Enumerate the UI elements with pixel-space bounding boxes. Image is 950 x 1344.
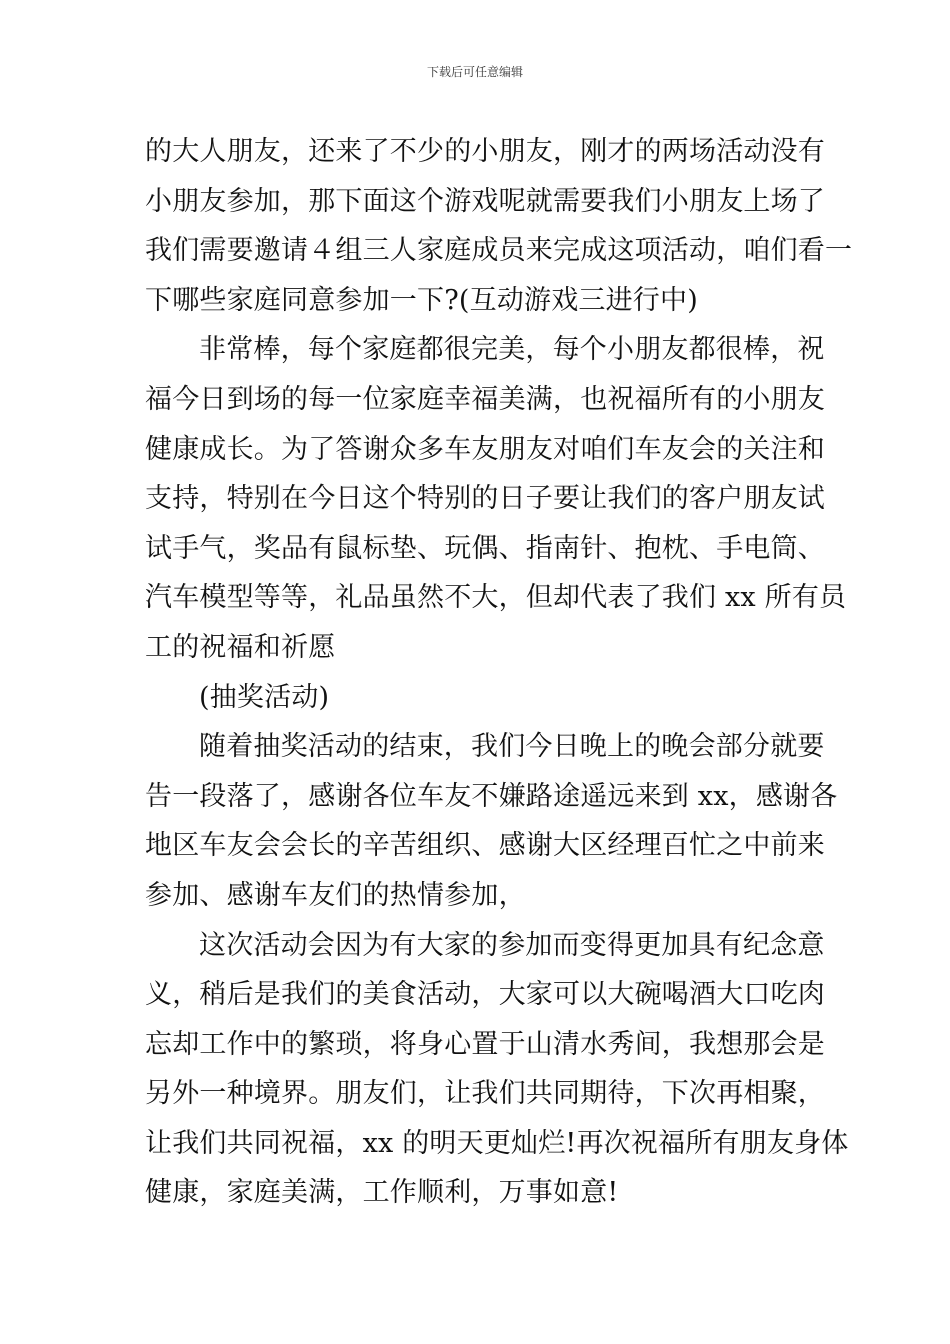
text-line: 汽车模型等等，礼品虽然不大，但却代表了我们 xx 所有员: [145, 582, 847, 614]
text-line: 试手气，奖品有鼠标垫、玩偶、指南针、抱枕、手电筒、: [145, 532, 825, 564]
paragraph-first-line: 随着抽奖活动的结束，我们今日晚上的晚会部分就要: [199, 731, 825, 763]
text-line: 健康，家庭美满，工作顺利，万事如意!: [145, 1177, 619, 1209]
text-line: 我们需要邀请４组三人家庭成员来完成这项活动，咱们看一: [145, 235, 853, 267]
text-line: 地区车友会会长的辛苦组织、感谢大区经理百忙之中前来: [145, 830, 825, 862]
page-header: 下载后可任意编辑: [426, 65, 523, 79]
paragraph-first-line: 非常棒，每个家庭都很完美，每个小朋友都很棒，祝: [199, 334, 825, 366]
paragraph-first-line: 这次活动会因为有大家的参加而变得更加具有纪念意: [199, 929, 825, 961]
text-line: 让我们共同祝福，xx 的明天更灿烂!再次祝福所有朋友身体: [145, 1127, 849, 1159]
body-text: [145, 127, 853, 1218]
text-line: 的大人朋友，还来了不少的小朋友，刚才的两场活动没有: [145, 136, 825, 167]
text-line: 参加、感谢车友们的热情参加，: [145, 879, 526, 911]
section-note: (抽奖活动): [199, 681, 330, 713]
text-line: 忘却工作中的繁琐，将身心置于山清水秀间，我想那会是: [145, 1028, 825, 1060]
text-line: 另外一种境界。朋友们，让我们共同期待，下次再相聚，: [145, 1078, 825, 1110]
text-line: 义，稍后是我们的美食活动，大家可以大碗喝酒大口吃肉: [145, 979, 825, 1011]
text-line: 福今日到场的每一位家庭幸福美满，也祝福所有的小朋友: [145, 383, 825, 415]
text-line: 下哪些家庭同意参加一下?(互动游戏三进行中): [145, 284, 698, 316]
text-line: 小朋友参加，那下面这个游戏呢就需要我们小朋友上场了: [145, 185, 825, 217]
text-line: 健康成长。为了答谢众多车友朋友对咱们车友会的关注和: [145, 433, 825, 465]
text-line: 支持，特别在今日这个特别的日子要让我们的客户朋友试: [145, 483, 825, 515]
text-line: 工的祝福和祈愿: [145, 631, 336, 663]
text-line: 告一段落了，感谢各位车友不嫌路途遥远来到 xx，感谢各: [145, 780, 838, 812]
